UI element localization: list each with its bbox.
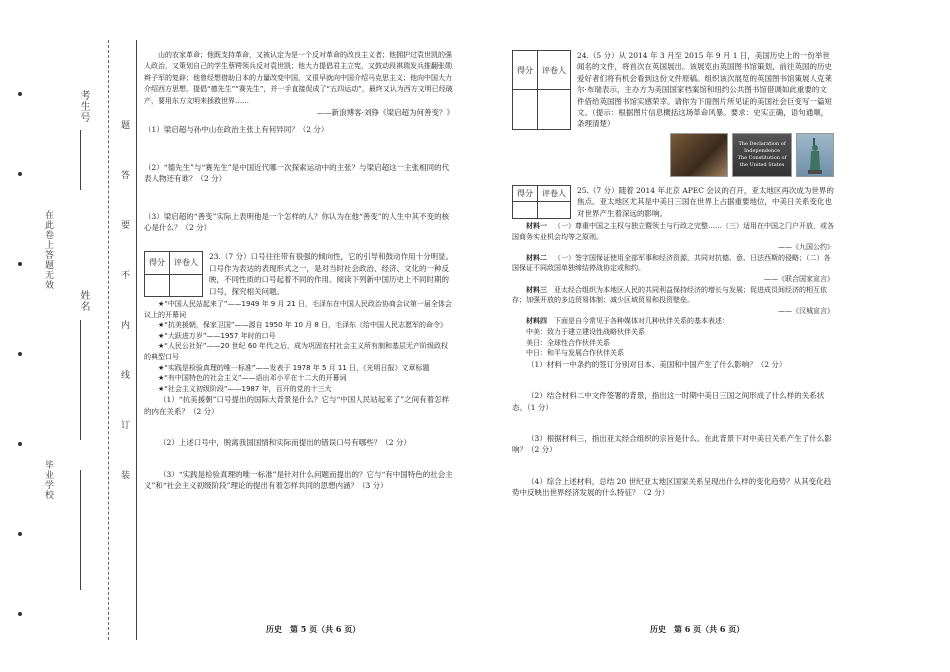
score-label: 得分 — [145, 252, 170, 274]
grader-cell[interactable] — [538, 202, 571, 219]
slogan-item: ★“中国人民站起来了”——1949 年 9 月 21 日，毛泽东在中国人民政治协商会议第一届全体会议上的开幕词 — [144, 300, 452, 319]
margin-name-label: 姓名 — [78, 290, 89, 312]
margin-school-label: 毕业学校 — [43, 460, 53, 500]
grader-cell[interactable] — [538, 90, 571, 129]
score-box-23 — [144, 251, 203, 297]
question-25-1: （1）材料一中条约的签订分别对日本、美国和中国产生了什么影响？（2 分） — [527, 359, 787, 369]
intro-source: ——新浪博客·刘铮《梁启超为何善变？》 — [316, 108, 454, 118]
page-6 — [512, 50, 834, 499]
exam-no-line — [80, 130, 81, 190]
question-25-4: （4）综合上述材料，总结 20 世纪亚太地区国家关系呈现出什么样的变化趋势？从其变化趋势中反映出世界经济发展的什么特征？（2 分） — [512, 476, 832, 498]
material-3 — [512, 285, 834, 306]
margin-dot — [18, 172, 22, 176]
partnership-line: 美日：全球性合作伙伴关系 — [526, 338, 610, 347]
answer-space[interactable] — [144, 449, 454, 469]
material-label: 材料四 — [526, 317, 547, 326]
margin-border — [136, 40, 137, 640]
partnership-line: 中美：致力于建立建设性战略伙伴关系 — [526, 328, 645, 336]
image-caption: The Constitution of the United States — [737, 154, 787, 168]
page-5-footer: 历史 第 5 页（共 6 页） — [266, 624, 361, 634]
margin-word: 答 — [119, 170, 129, 180]
answer-space[interactable] — [144, 136, 454, 156]
name-line — [80, 320, 81, 440]
answer-space[interactable] — [144, 233, 454, 247]
intro-paragraph: 山的农家革命；他既支持革命，又被认定为是一个反对革命的改良主义者；他拥护过袁世凯的强人政治，又策划自己的学生蔡锷领兵反对袁世凯；他大力提倡君主立宪，又鼓动段祺瑞发兵推翻张勋辫子军的复辟；他曾经想借助日本的力量改变中国，又很早就向中国介绍马克思主义；他向中国大力介绍西方思想，提倡“德先生”“赛先生”，并一手直接促成了“五四运动”，最终又认为西方文明已经破产，要用东方文明来拯救世界…… — [144, 51, 453, 105]
materials — [512, 221, 834, 359]
material-source: ——《九国公约》 — [778, 243, 834, 252]
slogan-item: ★“人民公社好”——20 世纪 60 年代之后，成为巩固农村社会主义所有制和基层无产阶级政权的典型口号 — [144, 342, 449, 362]
slogan-item: ★“实践是检验真理的唯一标准”——发表于 1978 年 5 月 11 日，《光明日报》文章标题 — [158, 363, 430, 372]
question-22-3: （3）梁启超的“善变”实际上表明他是一个怎样的人？你认为在他“善变”的人生中其不变的核心是什么？（2 分） — [144, 211, 450, 233]
margin-info: 在此卷上答题无效 — [43, 210, 53, 290]
question-22-1: （1）梁启超与孙中山在政治主张上有何异同？（2 分） — [144, 125, 329, 135]
margin-exam-no-label: 考生号 — [78, 90, 89, 123]
material-text: （一）签字国保证使用全部军事和经济资源，共同对抗德、意、日法西斯的侵略；（二）各国保证不同敌国单独缔结停战协定或和约。 — [512, 253, 831, 273]
margin-word: 内 — [119, 320, 129, 330]
question-23-1: （1）“抗美援朝”口号提出的国际大背景是什么？它与“中国人民站起来了”之间有着怎样的内在关系？（2 分） — [144, 395, 450, 416]
score-box-24 — [512, 50, 571, 130]
image-caption: The Declaration of Independence — [738, 140, 786, 154]
partnership-line: 中日：和平与发展合作伙伴关系 — [526, 349, 624, 358]
margin-word: 不 — [119, 270, 129, 280]
material-label: 材料三 — [526, 285, 547, 294]
material-label: 材料二 — [526, 253, 547, 262]
material-text: 下面是自今常见于各种媒体对几种伙伴关系的基本表述： — [554, 317, 729, 326]
margin-dot — [18, 532, 22, 536]
page-5 — [144, 50, 454, 491]
question-25-3: （3）根据材料三，指出亚太经合组织的宗旨是什么。在此背景下对中美日关系产生了什么影响？（2 分） — [512, 434, 832, 455]
painting-image — [670, 133, 728, 177]
margin-word: 要 — [119, 220, 129, 230]
question-24-block — [512, 50, 834, 130]
answer-space[interactable] — [144, 417, 454, 437]
margin-dot — [18, 612, 22, 616]
question-25-2: （2）结合材料二中文件签署的背景，指出这一时期中美日三国之间形成了什么样的关系状态。（1 分） — [512, 391, 825, 412]
score-cell[interactable] — [513, 202, 538, 219]
question-23-3: （3）“实践是检验真理的唯一标准”是针对什么问题而提出的？它与“有中国特色的社会主义”和“社会主义初级阶段”理论的提出有着怎样共同的思想内涵？（3 分） — [144, 469, 453, 491]
margin-word: 订 — [119, 420, 129, 430]
cut-line — [108, 40, 109, 640]
page-6-footer: 历史 第 6 页（共 6 页） — [650, 624, 745, 634]
margin-dot — [18, 442, 22, 446]
grader-cell[interactable] — [170, 274, 203, 296]
slogan-item: ★“抗美援朝，保家卫国”——源自 1950 年 10 月 8 日，毛泽东《给中国人民志愿军的命令》 — [158, 321, 448, 330]
score-cell[interactable] — [513, 90, 538, 129]
margin-word: 题 — [119, 120, 129, 130]
question-24-images — [512, 133, 834, 177]
score-label: 得分 — [513, 185, 538, 202]
question-22-2: （2）“德先生”与“赛先生”是中国近代哪一次探索运动中的主张？与梁启超这一主张相同的代表人物还有谁？（2 分） — [144, 162, 450, 184]
material-label: 材料一 — [526, 222, 547, 231]
answer-space[interactable] — [144, 185, 454, 205]
slogan-item: ★“有中国特色的社会主义”——语出邓小平在十二大的开幕词 — [158, 374, 347, 383]
margin-dot — [18, 352, 22, 356]
grader-label: 评卷人 — [538, 185, 571, 202]
margin-dot — [18, 92, 22, 96]
material-4 — [512, 316, 834, 327]
answer-space[interactable] — [512, 413, 834, 433]
margin-word: 线 — [119, 370, 129, 380]
material-text: （一）尊重中国之主权与独立暨领土与行政之完整……（三）适用在中国之门户开放，或各国商务实业机会均等之原则。 — [512, 222, 834, 241]
answer-space[interactable] — [512, 456, 834, 476]
grader-label: 评卷人 — [170, 252, 203, 274]
slogan-item: ★“社会主义初级阶段”——1987 年，百开的党的十三大 — [158, 384, 332, 393]
material-1 — [512, 221, 834, 242]
material-source: ——《联合国家宣言》 — [764, 275, 834, 284]
material-text: 亚太经合组织为本地区人民的共同利益保持经济的增长与发展；促进成员间经济的相互依存；加强开放的多边贸易体制；减少区域贸易和投资壁垒。 — [512, 285, 827, 305]
statue-of-liberty-image — [796, 133, 834, 177]
grader-label: 评卷人 — [538, 51, 571, 90]
margin-dot — [18, 262, 22, 266]
question-25-block — [512, 185, 834, 219]
documents-image — [732, 133, 792, 177]
question-23-block — [144, 251, 454, 297]
question-25-stem: 25.（7 分）随着 2014 年北京 APEC 会议的召开，亚太地区再次成为世界的焦点。亚太地区尤其是中美日三国在世界上占据重要地位，中美日关系变化也对世界产生着深远的影响。 — [577, 185, 834, 218]
answer-space[interactable] — [512, 370, 834, 390]
score-box-25 — [512, 185, 571, 219]
score-cell[interactable] — [145, 274, 170, 296]
score-label: 得分 — [513, 51, 538, 90]
statue-icon — [805, 136, 825, 174]
margin-word: 装 — [119, 470, 129, 480]
slogan-list — [144, 299, 454, 394]
slogan-item: ★“大跃进万岁”——1957 年时的口号 — [158, 331, 276, 340]
material-2 — [512, 253, 834, 274]
school-line — [80, 470, 81, 590]
question-23-2: （2）上述口号中，脱离我国国情和实际而提出的错误口号有哪些？（2 分） — [159, 438, 411, 448]
binding-margin — [0, 0, 140, 672]
question-24-stem: 24.（5 分）从 2014 年 3 月至 2015 年 9 月 1 日，美国历史上的一份举世闻名的文件，将首次在英国展出。该展览由英国图书馆策划，前往英国的历史爱好者们将有机会看到这份文件原稿。组织该次展览的英国图书馆策展人克莱尔·布瑞表示，主办方为美国国家档案馆和纽约公共图书馆借调如此重要的文件借给英国图书馆实感荣幸。请你为下面图片所见证的美国社会巨变写一篇短文。（提示：根据图片信息概括这场革命风暴。要求：史实正确，语句通顺，条理清楚） — [577, 51, 832, 129]
question-23-stem: 23.（7 分）口号往往带有很强的倾向性，它的引导和鼓动作用十分明显。口号作为表达的表现形式之一，是对当时社会政治、经济、文化的一种反映，不同性质的口号起着不同的作用。阅读下列新中国历史上不同时期的口号，探究相关问题。 — [209, 252, 454, 296]
material-source: ——《汉城宣言》 — [778, 306, 834, 315]
